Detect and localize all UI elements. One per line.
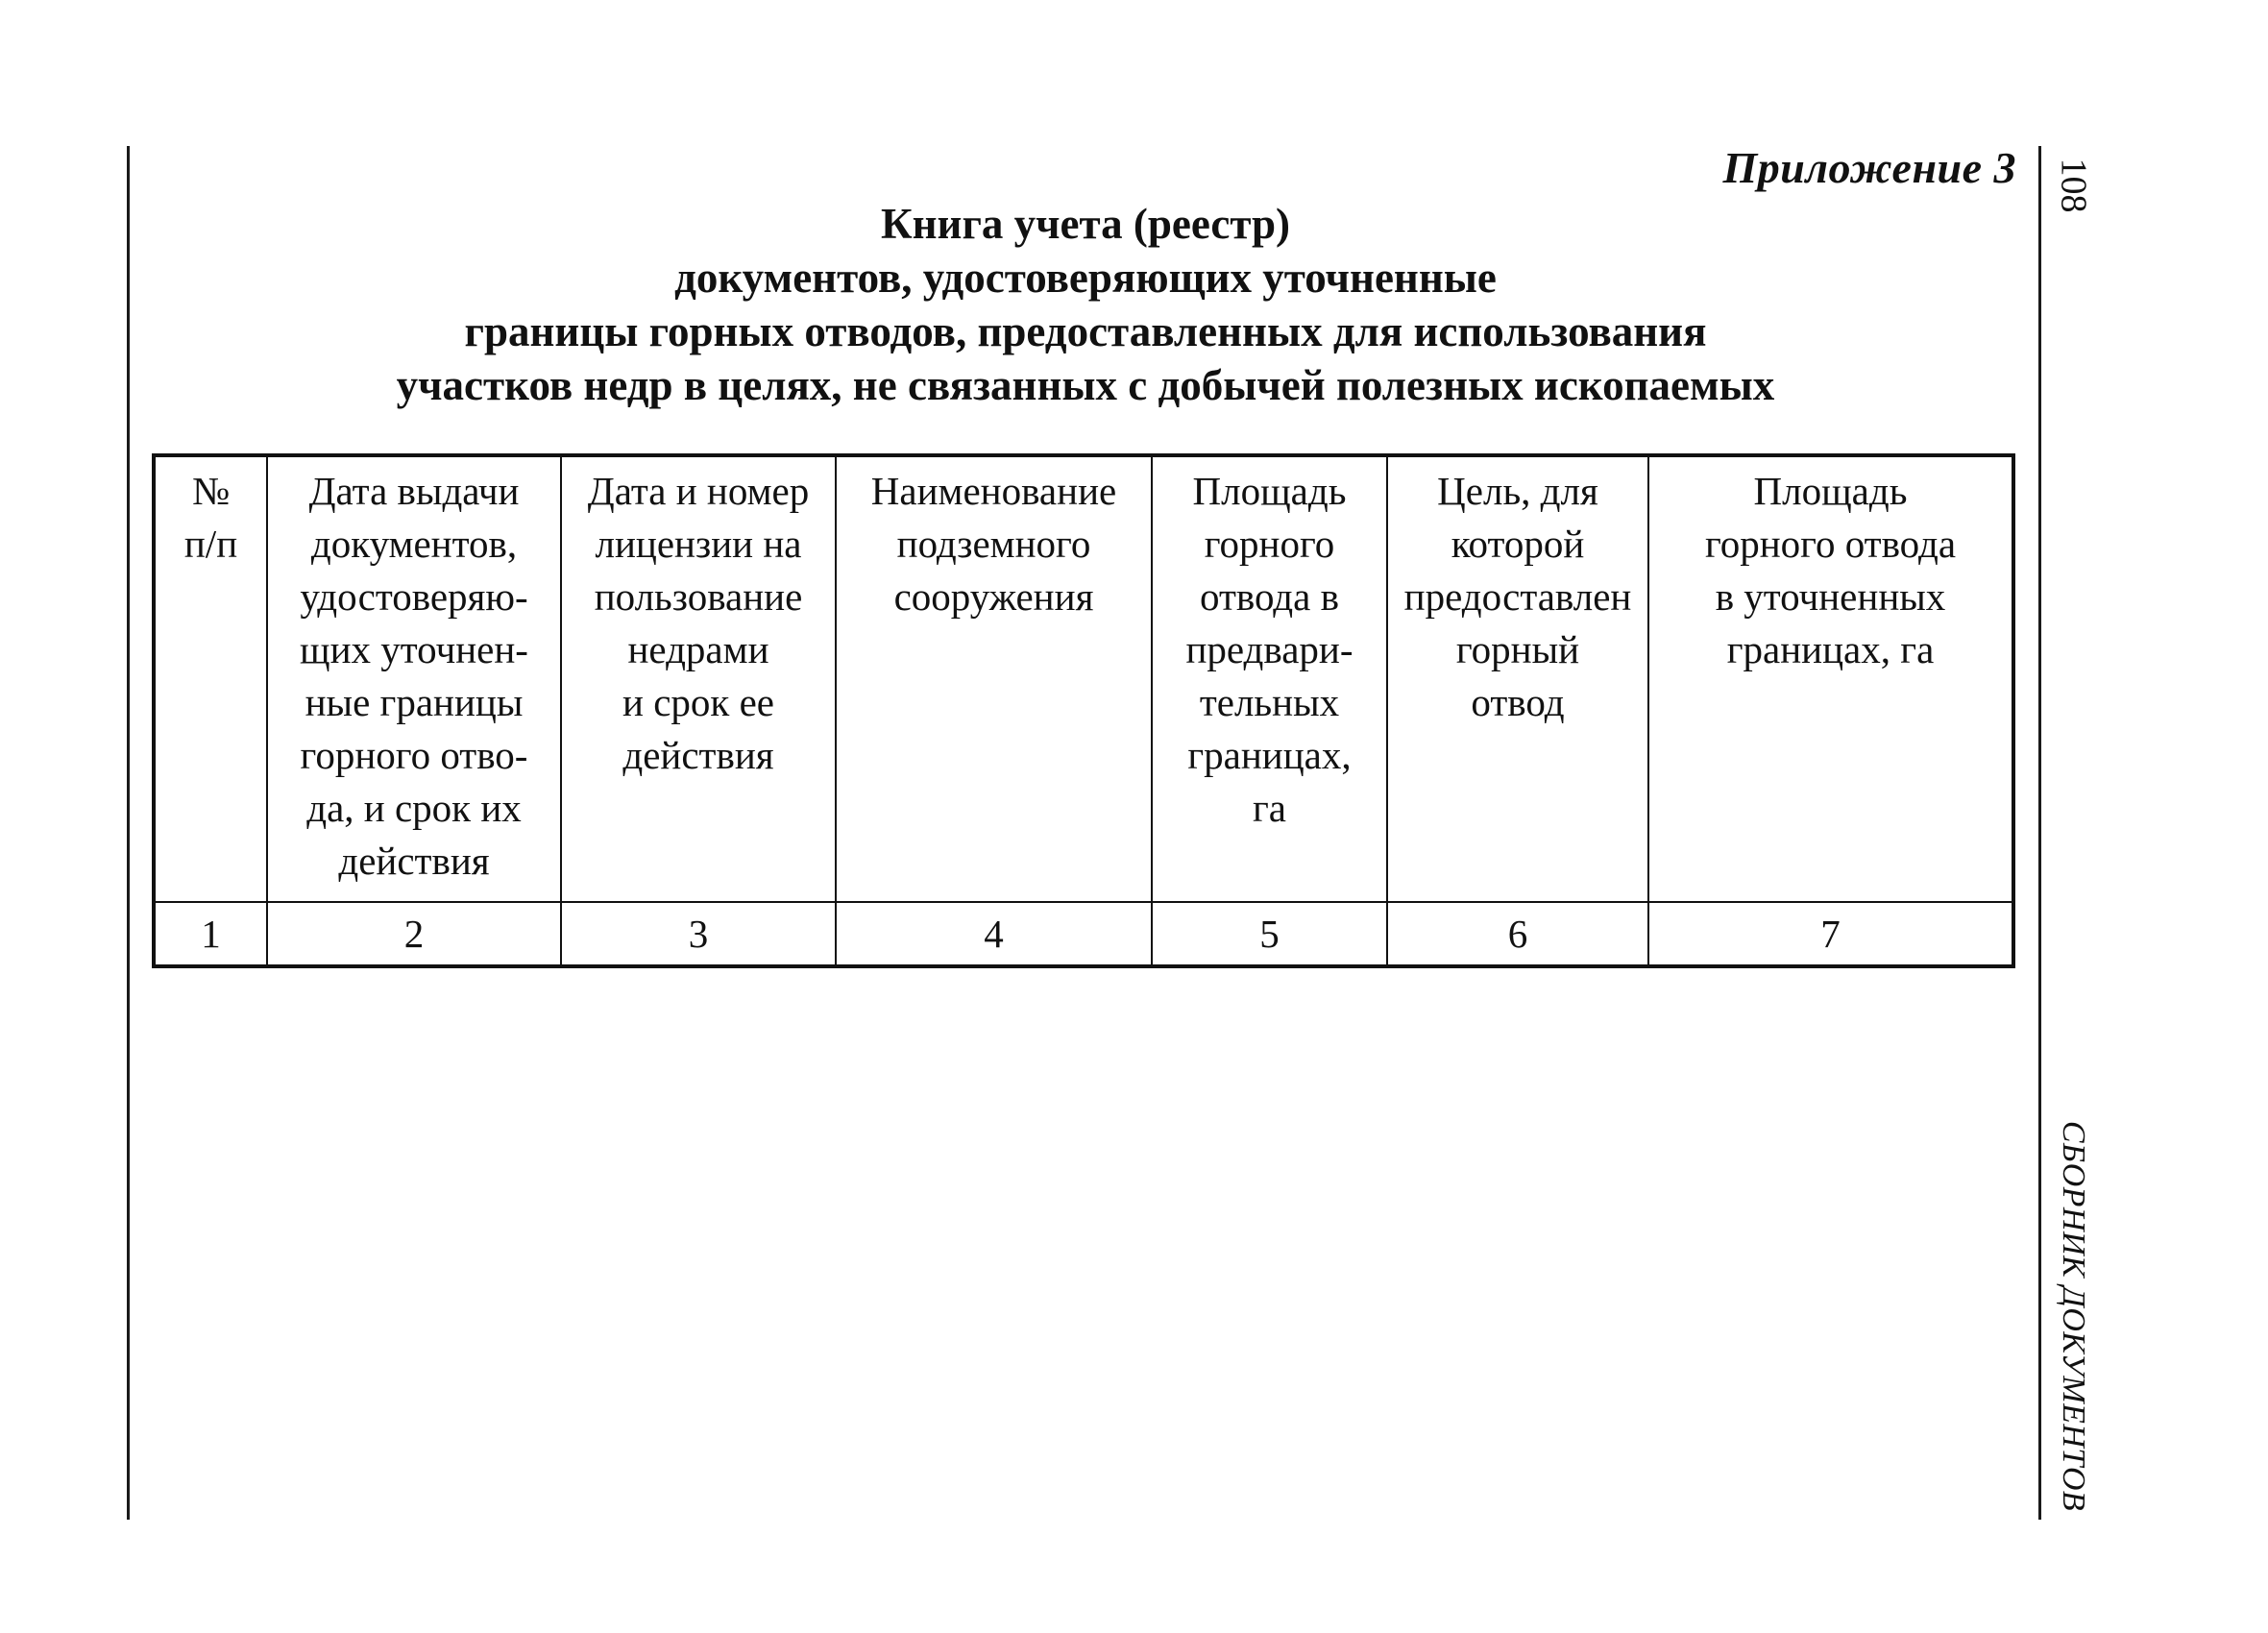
header-cell-purpose: Цель, для которой предоставлен горный отвод: [1387, 455, 1648, 902]
left-margin-rule: [127, 146, 130, 1520]
title-line-1: Книга учета (реестр): [880, 200, 1291, 248]
page-number-text: 108: [2053, 158, 2093, 213]
header-cell-license: Дата и номер лицензии на пользование недрами и срок ее действия: [561, 455, 836, 902]
column-number-cell: 1: [154, 902, 267, 966]
column-number-cell: 7: [1648, 902, 2013, 966]
header-cell-structure-name: Наименование подземного сооружения: [836, 455, 1152, 902]
column-number-cell: 4: [836, 902, 1152, 966]
collection-title-text: СБОРНИК ДОКУМЕНТОВ: [2056, 1120, 2091, 1512]
registry-table: [152, 453, 2015, 968]
document-title: [134, 197, 2036, 412]
column-number-row: [154, 902, 2013, 966]
header-cell-refined-area: Площадь горного отвода в уточненных границах, га: [1648, 455, 2013, 902]
title-line-4: участков недр в целях, не связанных с добычей полезных ископаемых: [396, 361, 1775, 409]
side-collection-title: [2044, 1114, 2102, 1518]
column-number-cell: 3: [561, 902, 836, 966]
title-line-3: границы горных отводов, предоставленных для использования: [464, 307, 1707, 355]
column-number-cell: 6: [1387, 902, 1648, 966]
header-cell-issue-date: Дата выдачи документов, удостоверяю- щих уточнен- ные границы горного отво- да, и срок их действия: [267, 455, 561, 902]
header-cell-preliminary-area: Площадь горного отвода в предвари- тельных границах, га: [1152, 455, 1387, 902]
column-number-cell: 2: [267, 902, 561, 966]
side-page-number: [2044, 152, 2102, 219]
column-number-cell: 5: [1152, 902, 1387, 966]
title-line-2: документов, удостоверяющих уточненные: [674, 254, 1497, 302]
right-margin-rule: [2038, 146, 2041, 1520]
header-cell-number: № п/п: [154, 455, 267, 902]
appendix-label: Приложение 3: [1722, 143, 2016, 192]
table-header-row: [154, 455, 2013, 902]
